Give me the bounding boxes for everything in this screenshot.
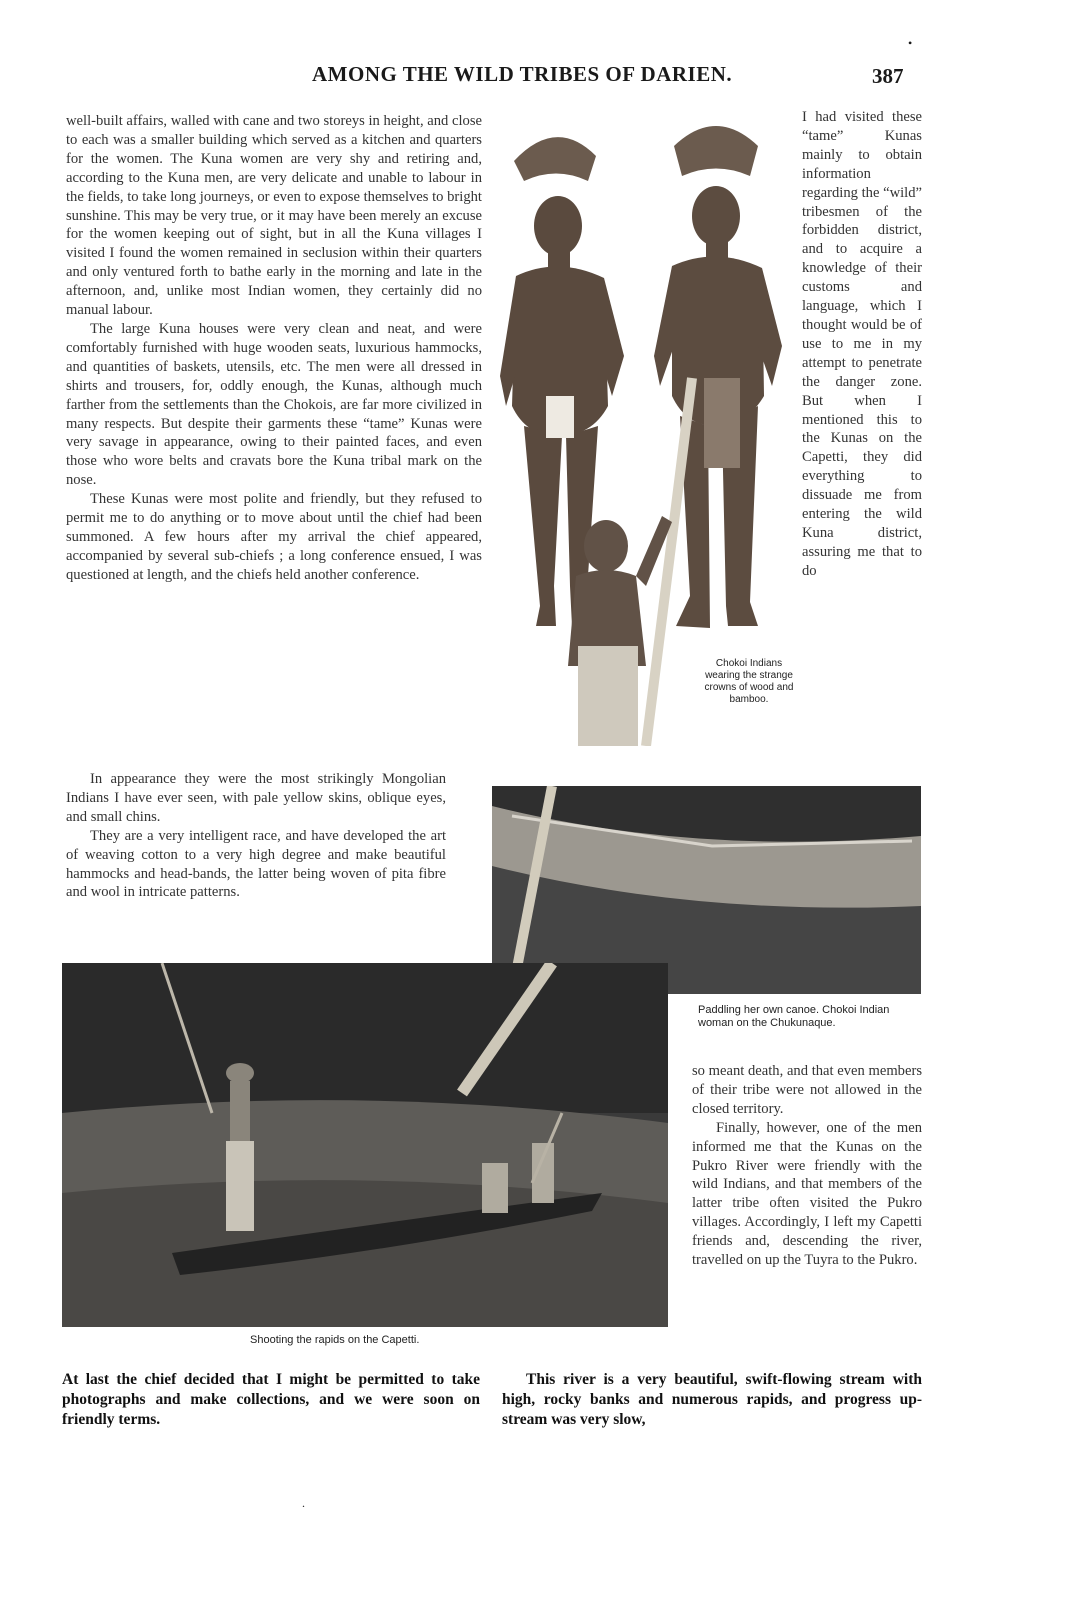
- left-column-upper: [66, 112, 482, 585]
- caption-chokoi-indians: Chokoi Indians wearing the strange crowns of wood and bamboo.: [704, 658, 794, 705]
- bottom-right-paragraph: This river is a very beautiful, swift-flowing stream with high, rocky banks and numerous rapids, and progress up-stream was very slow,: [502, 1371, 922, 1428]
- running-header: AMONG THE WILD TRIBES OF DARIEN.: [312, 62, 733, 86]
- paragraph: These Kunas were most polite and friendly, but they refused to permit me to do anything or to move about until the chief had been summoned. A few hours after my arrival the chief appeared, accompanied by several sub-chiefs ; a long conference ensued, I was questioned at length, and the chiefs held another conference.: [66, 491, 482, 583]
- stray-mark: .: [302, 1496, 305, 1510]
- caption-paddling: Paddling her own canoe. Chokoi Indian woman on the Chukunaque.: [698, 1004, 890, 1029]
- paragraph: so meant death, and that even members of their tribe were not allowed in the closed territory.: [692, 1063, 922, 1117]
- page-number: 387: [872, 64, 904, 88]
- paragraph: Finally, however, one of the men informed me that the Kunas on the Pukro River were friendly with the wild Indians, and that members of the latter tribe often visited the Pukro villages. Accordingly, I left my Capetti friends and, descending the river, travelled on up the Tuyra to the Pukro.: [692, 1119, 922, 1269]
- photo-shooting-rapids: [62, 963, 668, 1327]
- right-column-lower: [692, 1062, 922, 1270]
- stray-mark: •: [908, 36, 913, 50]
- photo-chokoi-indians: [496, 106, 792, 746]
- paragraph: well-built affairs, walled with cane and two storeys in height, and close to each was a smaller building which served as a kitchen and quarters for the women. The Kuna women are very shy and retiring and, according to the Kuna men, are very delicate and unable to labour in the fields, to take long journeys, or even to expose themselves to bright sunshine. This may be very true, or it may have been merely an excuse for the women keeping out of sight, but in all the Kuna villages I visited I found the women remained in seclusion within their quarters and only ventured forth to bathe early in the morning and late in the afternoon, and, unlike most Indian women, they certainly did no manual labour.: [66, 113, 482, 319]
- paragraph: They are a very intelligent race, and have developed the art of weaving cotton to a very high degree and make beautiful hammocks and head-bands, the latter being woven of pita fibre and wool in intricate patterns.: [66, 827, 446, 901]
- paragraph: I had visited these “tame” Kunas mainly to obtain information regarding the “wild” tribesmen of the forbidden district, and to acquire a knowledge of their customs and language, which I thought would be of use to me in my attempt to penetrate the danger zone. But when I mentioned this to the Kunas on the Capetti, they did everything to dissuade me from entering the wild Kuna district, assuring me that to do: [802, 109, 922, 579]
- right-column-upper: [802, 108, 922, 581]
- paragraph: In appearance they were the most strikingly Mongolian Indians I have ever seen, with pale yellow skins, oblique eyes, and small chins.: [66, 771, 446, 825]
- caption-rapids: Shooting the rapids on the Capetti.: [250, 1334, 420, 1346]
- bottom-left-paragraph: At last the chief decided that I might be permitted to take photographs and make collections, and we were soon on friendly terms.: [62, 1371, 480, 1428]
- paragraph: The large Kuna houses were very clean and neat, and were comfortably furnished with huge wooden seats, luxurious hammocks, and quantities of baskets, utensils, etc. The men were all dressed in shirts and trousers, for, oddly enough, the Kunas, although much farther from the settlements than the Chokois, are far more civilized in many respects. But despite their garments these “tame” Kunas were very savage in appearance, owing to their painted faces, and even those who wore belts and cravats bore the Kuna tribal mark on the nose.: [66, 320, 482, 489]
- left-column-lower: [66, 770, 446, 902]
